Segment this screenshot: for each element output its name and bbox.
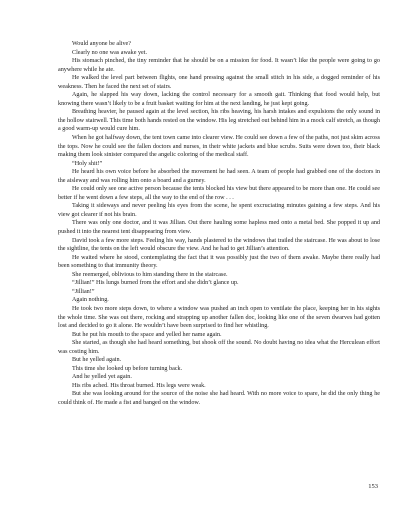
- paragraph: He could only see one active person because the tents blocked his view but there appeared to be more than one. He could see better if he went down a few steps, all the way to the end of the row . . .: [58, 186, 380, 201]
- paragraph: His ribs ached. His throat burned. His legs were weak.: [72, 382, 206, 389]
- paragraph: Would anyone be alive?: [72, 41, 132, 47]
- paragraph: When he got halfway down, the tent town came into clearer view. He could see down a few of the paths, not just skim across the tops. Now he could see the fallen doctors and nurses, in their white jackets and blue scrubs. Suits were down too, their black making them look sinister compared the angelic coloring of the medical staff.: [58, 135, 380, 159]
- paragraph: “Holy shit!”: [72, 160, 103, 167]
- paragraph: There was only one doctor, and it was Jillian. Out there hauling some hapless med onto a metal bed. She popped it up and pushed it into the nearest tent disappearing from view.: [58, 220, 380, 236]
- paragraph: But he put his mouth to the space and yelled her name again.: [72, 331, 222, 338]
- paragraph: “Jillian!”: [72, 288, 95, 295]
- paragraph: Clearly no one was awake yet.: [72, 49, 148, 56]
- paragraph: He walked the level part between flights, one hand pressing against the small stitch in his side, a dogged reminder of his weakness. Then he faced the next set of stairs.: [58, 75, 380, 90]
- paragraph: Again, he slapped his way down, lacking the control necessary for a smooth gait. Thinking that food would help, but knowing there wasn’t likely to be a fruit basket waiting for him at the next landing, he just kept going.: [58, 92, 380, 107]
- paragraph: He took two more steps down, to where a window was pushed an inch open to ventilate the place, keeping her in his sights the whole time. She was out there, rocking and strapping up another fallen doc, looking like one of the seven dwarves had gotten lost and decided to go it alone. He wouldn’t have been surprised to find her whistling.: [58, 305, 380, 330]
- paragraph: He heard his own voice before he absorbed the movement he had seen. A team of people had grabbed one of the doctors in the aisleway and was rolling him onto a board and a gurney.: [58, 169, 380, 184]
- paragraph: She reemerged, oblivious to him standing there in the staircase.: [72, 271, 228, 278]
- paragraph: But he yelled again.: [72, 357, 122, 364]
- paragraph: And he yelled yet again.: [72, 374, 132, 381]
- paragraph: He waited where he stood, contemplating the fact that it was possibly just the two of them awake. Maybe there really had been something to that immunity theory.: [58, 254, 380, 270]
- paragraph: Taking it sideways and never peeling his eyes from the scene, he spent excruciating minutes gaining a few steps. And his view got clearer if not his brain.: [58, 203, 380, 218]
- paragraph: David took a few more steps. Feeling his way, hands plastered to the windows that trailed the staircase. He was about to lose the sightline, the tents on the left would obscure the view. And he had to get Jillian’s attention.: [58, 237, 380, 253]
- paragraph: His stomach pinched, the tiny reminder that he should be on a mission for food. It wasn’t like the people were going to go anywhere while he ate.: [58, 58, 380, 73]
- paragraph: This time she looked up before turning back.: [72, 365, 183, 372]
- paragraph: She started, as though she had heard something, but shook off the sound. No doubt having no idea what the Herculean effort was costing him.: [58, 340, 380, 355]
- page-number: 153: [368, 483, 378, 490]
- paragraph: Breathing heavier, he paused again at the level section, his ribs heaving, his harsh intakes and expulsions the only sound in the hollow stairwell. This time both hands rested on the window. His leg stretched out behind him in a mock calf stretch, as though a good warm-up would cure him.: [58, 109, 380, 133]
- paragraph: “Jillian!” His lungs burned from the effort and she didn’t glance up.: [72, 280, 239, 287]
- paragraph: Again nothing.: [72, 297, 109, 304]
- paragraph: But she was looking around for the source of the noise she had heard. With no more voice to spare, he did the only thing he could think of. He made a fist and banged on the window.: [58, 391, 380, 406]
- body-text: [58, 40, 380, 408]
